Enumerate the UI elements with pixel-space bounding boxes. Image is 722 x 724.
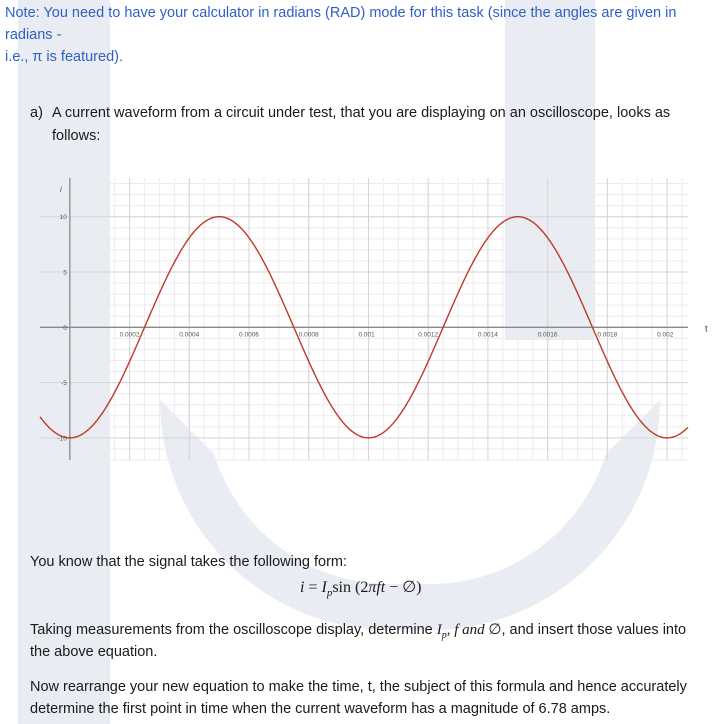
formula: $i = I_p\sin$ (2πft − ∅) [300, 579, 422, 600]
grid-major [40, 178, 688, 460]
note-line-2: radians - [5, 27, 62, 43]
instruction-1-text-b: , and insert those values into [501, 622, 687, 638]
x-tick-label: 0.001 [358, 331, 375, 339]
y-tick-label: 10 [59, 214, 67, 222]
note-line-1: Note: You need to have your calculator in radians (RAD) mode for this task (since the angles are given in [5, 5, 677, 21]
x-tick-label: 0.0014 [477, 331, 498, 339]
instruction-1-text-a: Taking measurements from the oscilloscope display, determine [30, 622, 433, 638]
variables: $I_p$, f and ∅ [436, 622, 502, 641]
x-tick-label: 0.0018 [597, 331, 618, 339]
x-tick-label: 0.0016 [537, 331, 558, 339]
x-tick-label: 0.0002 [119, 331, 140, 339]
grid-minor [40, 178, 688, 460]
instruction-2-line-2: determine the first point in time when the current waveform has a magnitude of 6.78 amps. [30, 701, 611, 717]
question-line-1: A current waveform from a circuit under test, that you are displaying on an oscilloscope, looks as [52, 105, 671, 121]
x-tick-label: 0.0008 [298, 331, 319, 339]
y-tick-label: -10 [57, 435, 67, 443]
instruction-1-line-2: the above equation. [30, 644, 158, 660]
x-tick-label: 0.0012 [418, 331, 439, 339]
oscilloscope-graph [0, 170, 722, 470]
x-tick-label: 0.002 [657, 331, 674, 339]
x-tick-labels [120, 331, 674, 338]
question-marker: a) [30, 105, 43, 121]
y-tick-labels [57, 214, 67, 442]
signal-intro: You know that the signal takes the following form: [30, 554, 348, 570]
y-tick-label: -5 [61, 380, 67, 388]
question-line-2: follows: [52, 128, 101, 144]
note-line-3: i.e., π is featured). [5, 49, 123, 65]
axes [40, 178, 688, 460]
y-axis-label: i [60, 185, 62, 194]
x-tick-label: 0.0004 [179, 331, 200, 339]
instruction-2-line-1: Now rearrange your new equation to make the time, t, the subject of this formula and hence accurately [30, 679, 687, 695]
y-tick-label: 0 [63, 324, 67, 332]
x-tick-label: 0.0006 [239, 331, 259, 339]
x-axis-label: t [705, 323, 708, 334]
y-tick-label: 5 [63, 269, 67, 277]
